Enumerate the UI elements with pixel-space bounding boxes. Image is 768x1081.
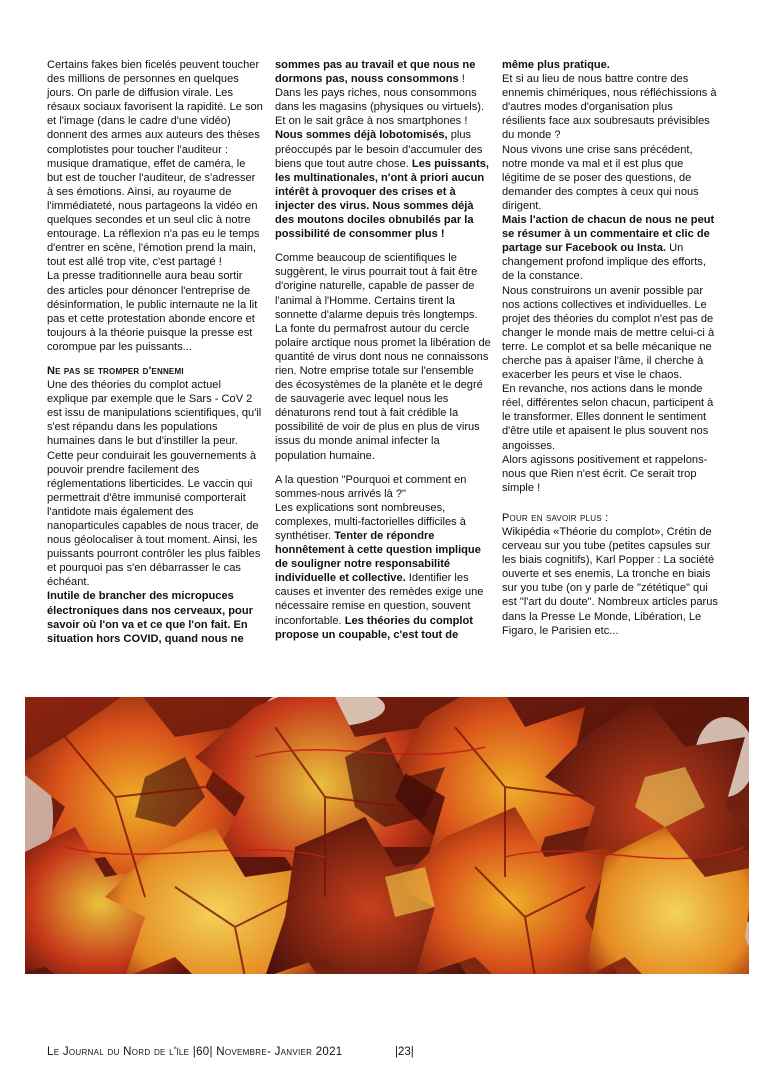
bold-text: même plus pratique. — [502, 59, 610, 71]
bold-text: Les puissants, les multinationales, n'ont à priori aucun intérêt à provoquer des crises et à injecter des virus. Nous sommes déjà des moutons dociles obnubilés par la possibilité de consommer plus ! — [275, 157, 489, 241]
bold-text: sommes pas au travail et que nous ne dormons pas, nouss consommons — [275, 59, 476, 86]
bold-text: Nous sommes déjà lobotomisés, — [275, 129, 448, 142]
paragraph — [275, 501, 491, 642]
article-column-2 — [275, 58, 491, 642]
paragraph: En revanche, nos actions dans le monde réel, différentes selon chacun, participent à le transformer. Elles donnent le sentiment d'être utile et apaisent le plus souvent nos angoisses. — [502, 383, 714, 452]
paragraph: Alors agissons positivement et rappelons-nous que Rien n'est écrit. Ce serait trop simple ! — [502, 453, 708, 494]
paragraph-bold — [47, 589, 263, 645]
paragraph: Une des théories du complot actuel explique par exemple que le Sars - CoV 2 est issu de manipulations scientifiques, qu'il s'est répandu dans les populations humaines dans le but d'instiller la peur. Cette peur conduirait les gouvernements à pouvoir prendre facilement des réglementations liberticides. Le vaccin qui permettrait d'être immunisé comporterait l'antidote mais également des nanoparticules capables de nous tracer, de nous géolocaliser à tout moment. Ainsi, les puissants pourront contrôler les plus faibles et pourquoi pas s'en débarrasser le cas échéant. — [47, 379, 262, 589]
text: ! Dans les pays riches, nous consommons dans les magasins (physiques ou virtuels). Et on le sait grâce à nos smartphones ! — [275, 73, 485, 128]
section-heading: Ne pas se tromper d'ennemi — [47, 364, 184, 377]
paragraph: La presse traditionnelle aura beau sortir des articles pour dénoncer l'entreprise de désinformation, le public internaute ne la lit pas et cette protestation abonde encore et toujours à la théorie puisque la presse est corompue par les puissants... — [47, 270, 258, 353]
text: Un changement profond implique des efforts, de la constance. — [502, 242, 706, 283]
paragraph — [502, 213, 718, 283]
page-number: |23| — [395, 1046, 414, 1058]
paragraph-bold — [502, 58, 718, 72]
paragraph: Certains fakes bien ficelés peuvent toucher des millions de personnes en quelques jours. On parle de diffusion virale. Les résaux sociaux favorisent la rapidité. Le son et l'image (dans le cadre d'une vidéo) donnent des armes aux auteurs des thèses complotistes pour toucher l'auditeur : musique dramatique, effet de caméra, le but est de toucher l'auditeur, de s'adresser à ses émotions. Ainsi, au royaume de l'immédiateté, nous partageons la vidéo en quelques secondes et un seul clic à notre entourage. La réflexion n'a pas eu le temps d'entrer en scène, l'émotion prend la main, tout est allé trop vite, c'est partagé ! — [47, 59, 263, 269]
bold-text: Inutile de brancher des micropuces électroniques dans nos cerveaux, pour savoir où l'on va et ce que l'on fait. En situation hors COVID, quand nous ne — [47, 590, 253, 645]
paragraph: Comme beaucoup de scientifiques le suggèrent, le virus pourrait tout à fait être d'origine naturelle, capable de passer de l'animal à l'Homme. Certains tirent la sonnette d'alarme depuis très longtemps. La fonte du permafrost autour du cercle polaire arctique nous promet la libération de quantité de virus dont nous ne connaissons rien. Notre emprise totale sur l'ensemble des écosystèmes de la planète et le degré de sauvagerie avec lequel nous les dénaturons rend tout à fait crédible la possibilité de voir de plus en plus de virus issus du monde animal infecter la population humaine. — [275, 252, 491, 462]
article-column-3 — [502, 58, 718, 638]
paragraph: Wikipédia «Théorie du complot», Crétin de cerveau sur you tube (petites capsules sur les biais cognitifs), Karl Popper : La société ouverte et ses enemis, La tronche en biais sur you tube (on y parle de "zététique" qui est "l'art du doute". Nombreux articles parus dans la Presse Le Monde, Libération, Le Figaro, le Parisien etc... — [502, 526, 718, 637]
article-column-1 — [47, 58, 263, 646]
bold-text: Mais l'action de chacun de nous ne peut se résumer à un commentaire et clic de partage sur Facebook ou Insta. — [502, 214, 715, 255]
leaves-illustration — [25, 697, 749, 974]
autumn-leaves-photo — [25, 697, 749, 974]
footer-journal-title: Le Journal du Nord de l'île |60| Novembre- Janvier 2021 — [47, 1046, 343, 1058]
text: Les explications sont nombreuses, complexes, multi-factorielles difficiles à synthétiser. — [275, 501, 466, 542]
bold-text: Tenter de répondre honnêtement à cette question implique de souligner notre responsabilité individuelle et collective. — [275, 530, 481, 585]
bold-text: Les théories du complot propose un coupable, c'est tout de — [275, 614, 473, 641]
paragraph — [275, 58, 491, 241]
paragraph: Nous construirons un avenir possible par nos actions collectives et individuelles. Le projet des théories du complot n'est pas de changer le monde mais de mettre celui-ci à terre. Le complot et sa belle mécanique ne cherche pas à apaiser l'âme, il cherche à exacerber les peurs et vise le chaos. — [502, 284, 715, 382]
text: Identifier les causes et inventer des remèdes exige une nécessaire remise en question, souvent inconfortable. — [275, 572, 484, 627]
paragraph: Nous vivons une crise sans précédent, notre monde va mal et il est plus que légitime de se poser des questions, de demander des comptes à ceux qui nous dirigent. — [502, 143, 699, 212]
text: plus préoccupés par le besoin d'accumuler des biens que tout autre chose. — [275, 129, 483, 170]
paragraph: A la question "Pourquoi et comment en sommes-nous arrivés là ?" — [275, 473, 467, 500]
section-heading: Pour en savoir plus : — [502, 511, 609, 524]
paragraph: Et si au lieu de nous battre contre des ennemis chimériques, nous réfléchissions à d'autres modes d'organisation plus résilients face aux soubresauts prévisibles du monde ? — [502, 73, 717, 142]
